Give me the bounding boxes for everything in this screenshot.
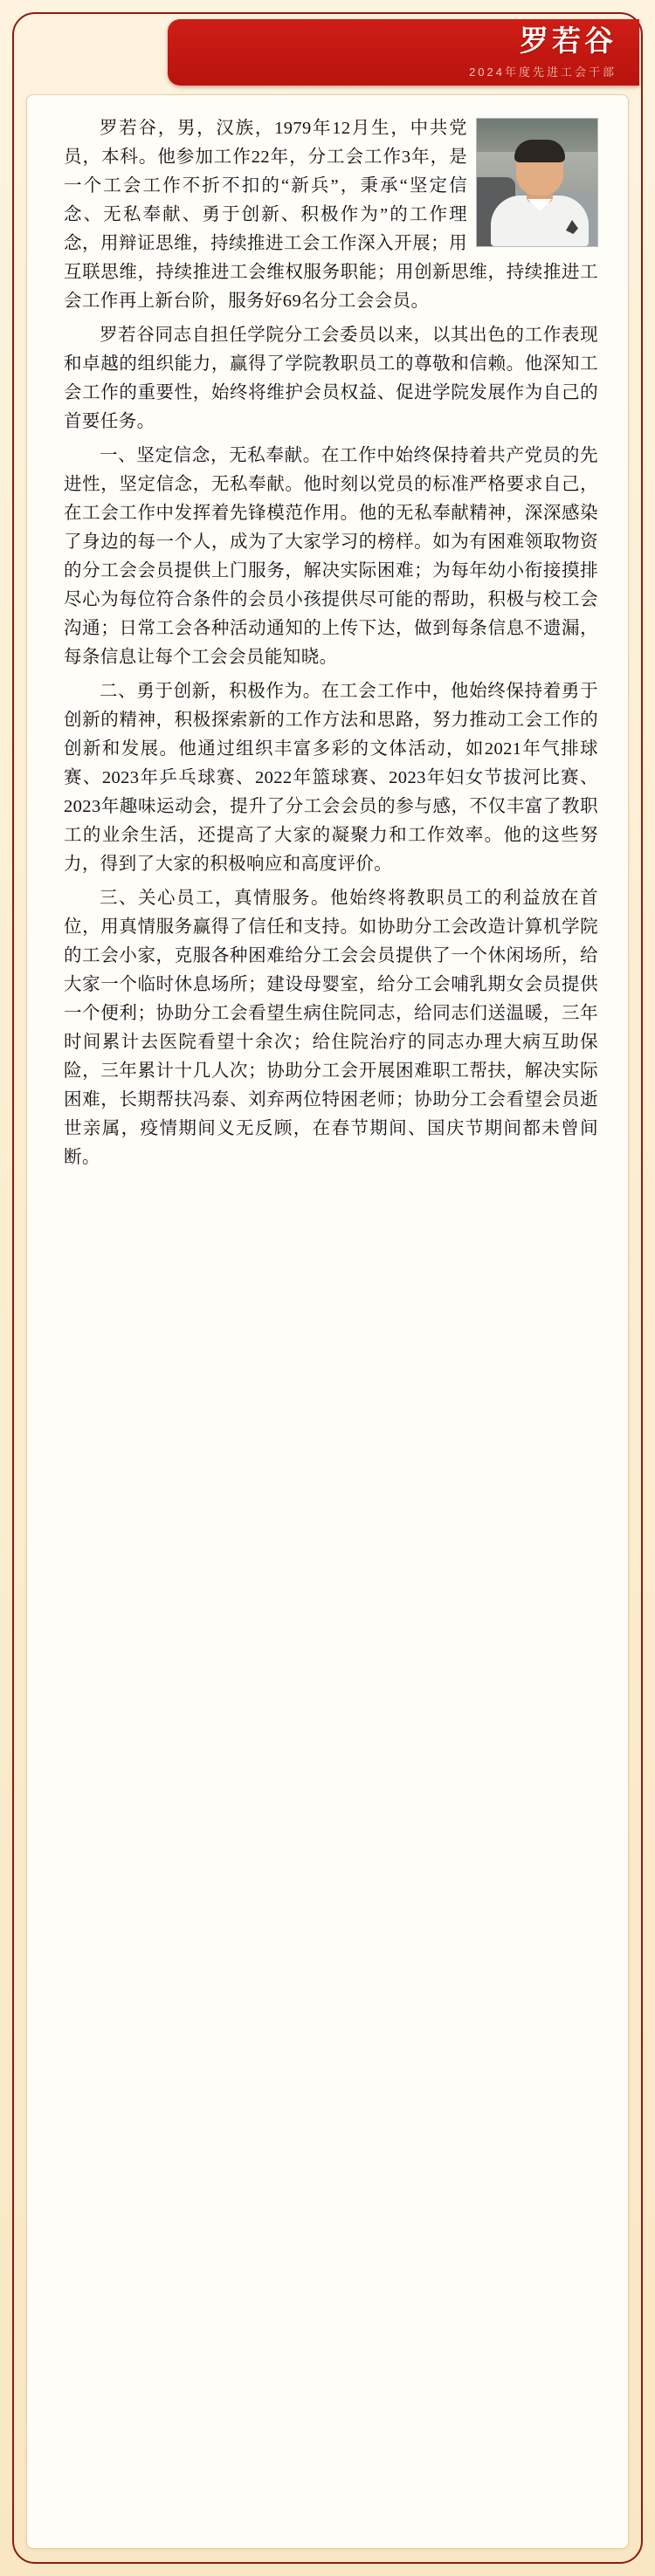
paragraph: 罗若谷同志自担任学院分工会委员以来，以其出色的工作表现和卓越的组织能力，赢得了学院教职员工的尊敬和信赖。他深知工会工作的重要性，始终将维护会员权益、促进学院发展作为自己的首要任务。 (64, 326, 598, 431)
avatar (476, 118, 598, 247)
article-body (27, 95, 628, 1190)
content-card (26, 94, 629, 2549)
hair-shape (514, 140, 565, 162)
title-banner (168, 19, 639, 86)
page-subtitle: 2024年度先进工会干部 (469, 65, 617, 79)
paragraph: 二、勇于创新，积极作为。在工会工作中，他始终保持着勇于创新的精神，积极探索新的工作方法和思路，努力推动工会工作的创新和发展。他通过组织丰富多彩的文体活动，如2021年气排球赛、2023年乒乓球赛、2022年篮球赛、2023年妇女节拔河比赛、2023年趣味运动会，提升了分工会会员的参与感，不仅丰富了教职工的业余生活，还提高了大家的凝聚力和工作效率。他的这些努力，得到了大家的积极响应和高度评价。 (64, 682, 598, 874)
paragraph: 三、关心员工，真情服务。他始终将教职员工的利益放在首位，用真情服务赢得了信任和支持。如协助分工会改造计算机学院的工会小家，克服各种困难给分工会会员提供了一个休闲场所，给大家一个临时休息场所；建设母婴室，给分工会哺乳期女会员提供一个便利；协助分工会看望生病住院同志，给同志们送温暖，三年时间累计去医院看望十余次；给住院治疗的同志办理大病互助保险，三年累计十几人次；协助分工会开展困难职工帮扶，解决实际困难，长期帮扶冯泰、刘弃两位特困老师；协助分工会看望会员逝世亲属，疫情期间义无反顾，在春节期间、国庆节期间都未曾间断。 (64, 889, 598, 1167)
paragraph: 一、坚定信念，无私奉献。在工作中始终保持着共产党员的先进性，坚定信念，无私奉献。他时刻以党员的标准严格要求自己，在工会工作中发挥着先锋模范作用。他的无私奉献精神，深深感染了身边的每一个人，成为了大家学习的榜样。如为有困难领取物资的分工会会员提供上门服务，解决实际困难；为每年幼小衔接摸排尽心为每位符合条件的会员小孩提供尽可能的帮助，积极与校工会沟通；日常工会各种活动通知的上传下达，做到每条信息不遗漏，每条信息让每个工会会员能知晓。 (64, 446, 598, 667)
page-title: 罗若谷 (520, 24, 617, 57)
paragraph: 罗若谷，男，汉族，1979年12月生，中共党员，本科。他参加工作22年，分工会工作3年，是一个工会工作不折不扣的“新兵”，秉承“坚定信念、无私奉献、勇于创新、积极作为”的工作理念，用辩证思维，持续推进工会工作深入开展；用互联思维，持续推进工会维权服务职能；用创新思维，持续推进工会工作再上新台阶，服务好69名分工会会员。 (64, 119, 598, 311)
